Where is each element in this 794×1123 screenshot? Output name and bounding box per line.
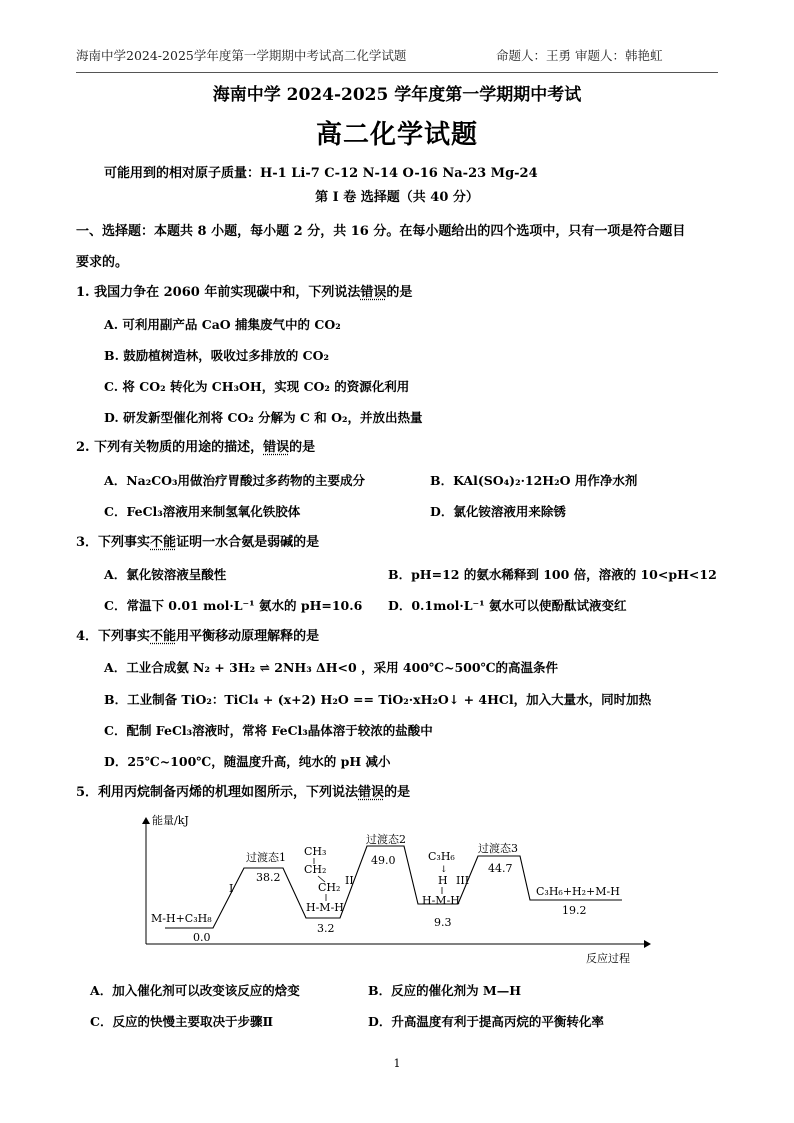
question-5-stem: 5．利用丙烷制备丙烯的机理如图所示，下列说法错误的是 bbox=[76, 785, 411, 800]
int2-arrow: ↓ bbox=[440, 865, 448, 875]
question-2-option-b: B．KAl(SO₄)₂·12H₂O 用作净水剂 bbox=[430, 473, 638, 488]
question-5-option-a: A．加入催化剂可以改变该反应的焓变 bbox=[90, 983, 300, 998]
section-instructions: 一、选择题：本题共 8 小题，每小题 2 分，共 16 分。在每小题给出的四个选项中，只有一项是符合题目 bbox=[76, 224, 686, 239]
question-1-stem: 1. 我国力争在 2060 年前实现碳中和，下列说法错误的是 bbox=[76, 285, 413, 300]
question-4-option-a: A．工业合成氨 N₂ + 3H₂ ⇌ 2NH₃ ΔH<0 ，采用 400℃~500℃的高温条件 bbox=[104, 660, 559, 675]
end-label: C₃H₆+H₂+M-H bbox=[536, 885, 620, 898]
step-1-label: I bbox=[229, 882, 234, 895]
end-value: 19.2 bbox=[562, 904, 587, 917]
header-left: 海南中学2024-2025学年度第一学期期中考试高二化学试题 bbox=[76, 48, 407, 63]
question-1-option-b: B. 鼓励植树造林，吸收过多排放的 CO₂ bbox=[104, 348, 329, 363]
question-4-option-c: C．配制 FeCl₃溶液时，常将 FeCl₃晶体溶于较浓的盐酸中 bbox=[104, 723, 433, 738]
question-2-stem: 2. 下列有关物质的用途的描述，错误的是 bbox=[76, 440, 316, 455]
question-3-option-a: A．氯化铵溶液呈酸性 bbox=[104, 567, 227, 582]
question-3-option-c: C．常温下 0.01 mol·L⁻¹ 氨水的 pH=10.6 bbox=[104, 598, 363, 613]
question-5-option-d: D．升高温度有利于提高丙烷的平衡转化率 bbox=[368, 1014, 604, 1029]
start-label: M-H+C₃H₈ bbox=[151, 912, 212, 925]
question-4-option-b: B．工业制备 TiO₂：TiCl₄ + (x+2) H₂O == TiO₂·xH₂O↓ + 4HCl，加入大量水，同时加热 bbox=[104, 692, 652, 707]
ts2-label: 过渡态2 bbox=[366, 833, 406, 846]
start-value: 0.0 bbox=[193, 931, 211, 944]
question-5-option-c: C．反应的快慢主要取决于步骤Ⅱ bbox=[90, 1014, 273, 1029]
question-2-option-c: C．FeCl₃溶液用来制氢氧化铁胶体 bbox=[104, 504, 301, 519]
header-right: 命题人：王勇 审题人：韩艳虹 bbox=[496, 48, 663, 63]
section-instructions-cont: 要求的。 bbox=[76, 255, 129, 270]
page-number: 1 bbox=[393, 1057, 401, 1070]
question-4-option-d: D．25℃~100℃，随温度升高，纯水的 pH 减小 bbox=[104, 754, 391, 769]
question-1-option-d: D. 研发新型催化剂将 CO₂ 分解为 C 和 O₂，并放出热量 bbox=[104, 410, 423, 425]
int1-ch2-b: CH₂ bbox=[318, 881, 341, 894]
step-2-label: II bbox=[345, 874, 354, 887]
question-1-option-c: C. 将 CO₂ 转化为 CH₃OH，实现 CO₂ 的资源化利用 bbox=[104, 379, 410, 394]
part-title: 第 I 卷 选择题（共 40 分） bbox=[315, 190, 479, 205]
subject-title: 高二化学试题 bbox=[315, 120, 478, 150]
question-1-option-a: A. 可利用副产品 CaO 捕集废气中的 CO₂ bbox=[104, 317, 341, 332]
int2-c3h6: C₃H₆ bbox=[428, 850, 455, 863]
ts3-value: 44.7 bbox=[488, 862, 513, 875]
question-4-stem: 4．下列事实不能用平衡移动原理解释的是 bbox=[76, 629, 320, 644]
int1-ch3: CH₃ bbox=[304, 845, 327, 858]
x-axis-label: 反应过程 bbox=[586, 952, 630, 965]
int1-hmh: H-M-H bbox=[306, 901, 344, 914]
question-5-option-b: B．反应的催化剂为 M—H bbox=[368, 983, 522, 998]
question-3-option-b: B．pH=12 的氨水稀释到 100 倍，溶液的 10<pH<12 bbox=[388, 567, 717, 582]
int1-ch2-a: CH₂ bbox=[304, 863, 327, 876]
step-3-label: III bbox=[456, 874, 470, 887]
int2-value: 9.3 bbox=[434, 916, 452, 929]
ts2-value: 49.0 bbox=[371, 854, 396, 867]
atomic-mass: 可能用到的相对原子质量：H-1 Li-7 C-12 N-14 O-16 Na-23 Mg-24 bbox=[104, 166, 538, 181]
ts3-label: 过渡态3 bbox=[478, 842, 518, 855]
exam-title: 海南中学 2024-2025 学年度第一学期期中考试 bbox=[212, 85, 582, 105]
int2-h: H bbox=[438, 874, 448, 887]
y-axis-label: 能量/kJ bbox=[152, 814, 189, 827]
ts1-label: 过渡态1 bbox=[246, 851, 286, 864]
int2-hmh: H-M-H bbox=[422, 894, 460, 907]
question-2-option-a: A．Na₂CO₃用做治疗胃酸过多药物的主要成分 bbox=[104, 473, 366, 488]
question-2-option-d: D．氯化铵溶液用来除锈 bbox=[430, 504, 566, 519]
ts1-value: 38.2 bbox=[256, 871, 281, 884]
question-3-option-d: D．0.1mol·L⁻¹ 氨水可以使酚酞试液变红 bbox=[388, 598, 627, 613]
question-3-stem: 3．下列事实不能证明一水合氨是弱碱的是 bbox=[76, 535, 320, 550]
int1-value: 3.2 bbox=[317, 922, 335, 935]
